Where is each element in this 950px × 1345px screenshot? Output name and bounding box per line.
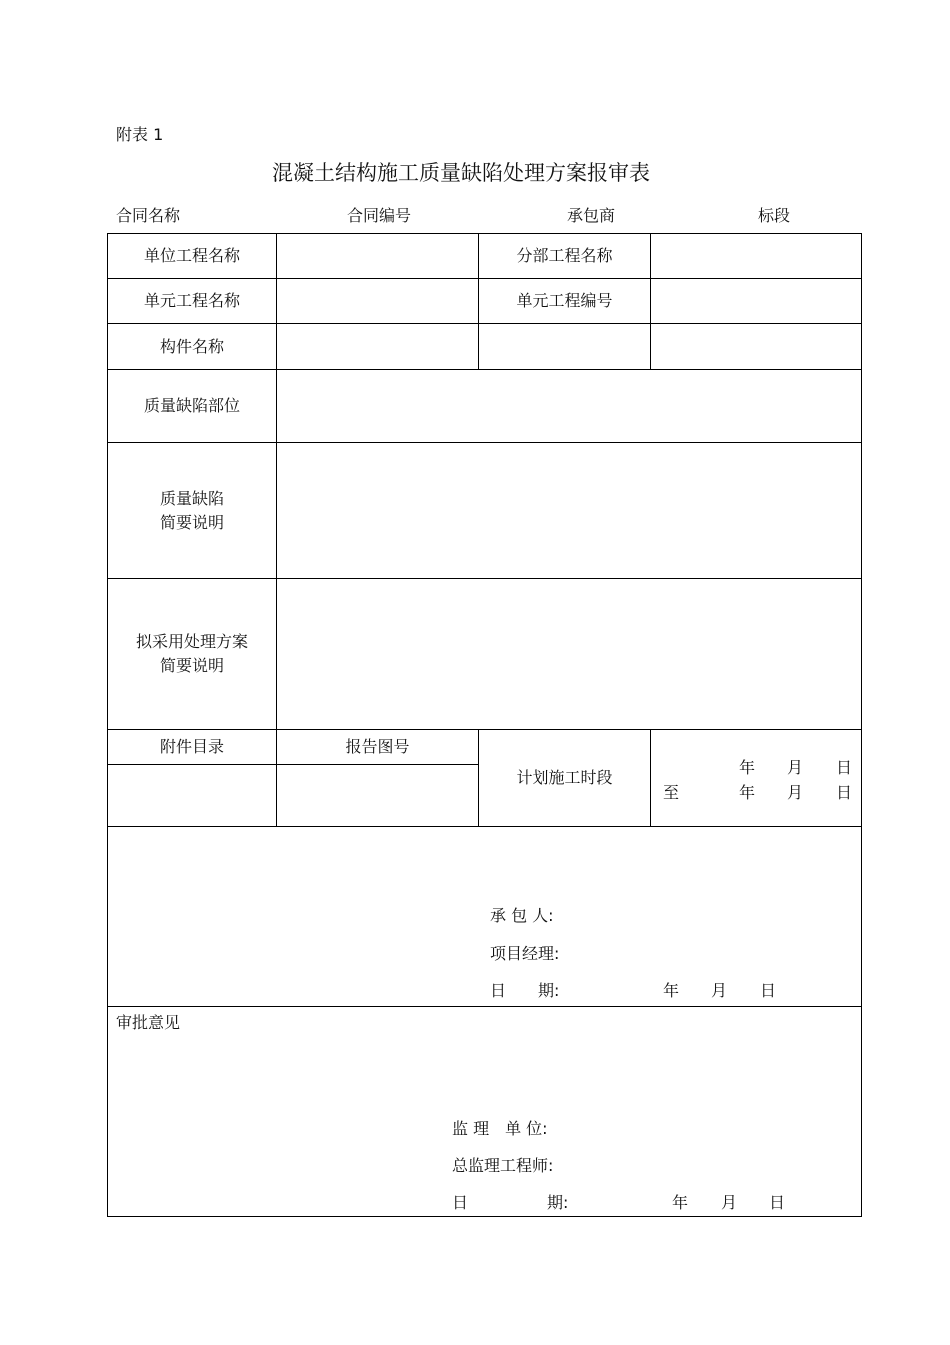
sub-project-name-label: 分部工程名称: [516, 246, 613, 265]
defect-description-line1: 质量缺陷: [159, 488, 224, 508]
defect-description-line2: 简要说明: [159, 512, 224, 532]
contract-name-label: 合同名称: [116, 206, 181, 225]
approval-date-period-char: 期:: [547, 1193, 569, 1212]
supervisor-unit-label: 监 理 单 位:: [452, 1119, 548, 1138]
col-divider: [650, 729, 651, 827]
sub-project-name-field[interactable]: [651, 234, 861, 278]
element-project-name-label: 单元工程名称: [143, 291, 240, 310]
chief-engineer-label: 总监理工程师:: [452, 1156, 554, 1175]
table-border-bottom: [107, 1216, 862, 1217]
approval-date-day-char: 日: [452, 1193, 469, 1212]
element-project-number-field[interactable]: [651, 279, 861, 323]
element-project-number-label: 单元工程编号: [516, 291, 613, 310]
contract-number-label: 合同编号: [347, 206, 412, 225]
project-manager-label: 项目经理:: [490, 944, 560, 963]
treatment-plan-line1: 拟采用处理方案: [135, 632, 248, 651]
defect-description-label: [108, 443, 276, 578]
table-border-right: [861, 233, 862, 1217]
row-divider: [107, 1006, 862, 1007]
contractor-date-year: 年: [663, 981, 680, 1000]
appendix-label: 附表 1: [116, 125, 164, 144]
page-title: 混凝土结构施工质量缺陷处理方案报审表: [272, 161, 650, 185]
to-label: 至: [663, 783, 680, 802]
treatment-plan-line2: 简要说明: [159, 656, 224, 675]
row-divider: [107, 826, 862, 827]
defect-location-label: 质量缺陷部位: [143, 396, 240, 415]
approval-date-day: 日: [769, 1193, 786, 1212]
start-year-label: 年: [739, 758, 756, 777]
end-month-label: 月: [787, 783, 804, 802]
treatment-plan-label: [108, 579, 276, 729]
start-day-label: 日: [836, 758, 853, 777]
defect-description-field[interactable]: [277, 443, 861, 578]
report-drawing-number-label: 报告图号: [345, 737, 410, 756]
treatment-plan-field[interactable]: [277, 579, 861, 729]
approval-opinion-label: 审批意见: [116, 1013, 181, 1032]
section-label: 标段: [758, 206, 791, 225]
contractor-label: 承包商: [567, 206, 616, 225]
unit-project-name-label: 单位工程名称: [143, 246, 240, 265]
end-year-label: 年: [739, 783, 756, 802]
contractor-date-day: 日: [760, 981, 777, 1000]
planned-period-label: 计划施工时段: [516, 768, 613, 787]
component-name-label: 构件名称: [159, 336, 224, 356]
end-day-label: 日: [836, 783, 853, 802]
start-month-label: 月: [787, 758, 804, 777]
approval-date-month: 月: [721, 1193, 738, 1212]
contractor-signature-label: 承 包 人:: [490, 906, 554, 925]
approval-date-year: 年: [672, 1193, 689, 1212]
attachment-list-field[interactable]: [108, 765, 276, 826]
defect-location-field[interactable]: [277, 370, 861, 442]
report-drawing-number-field[interactable]: [277, 765, 478, 826]
component-name-field[interactable]: [277, 324, 478, 369]
unit-project-name-field[interactable]: [277, 234, 478, 278]
element-project-name-field[interactable]: [277, 279, 478, 323]
contractor-date-label: 日 期:: [490, 981, 560, 1000]
attachment-list-label: 附件目录: [159, 737, 224, 756]
contractor-date-month: 月: [711, 981, 728, 1000]
